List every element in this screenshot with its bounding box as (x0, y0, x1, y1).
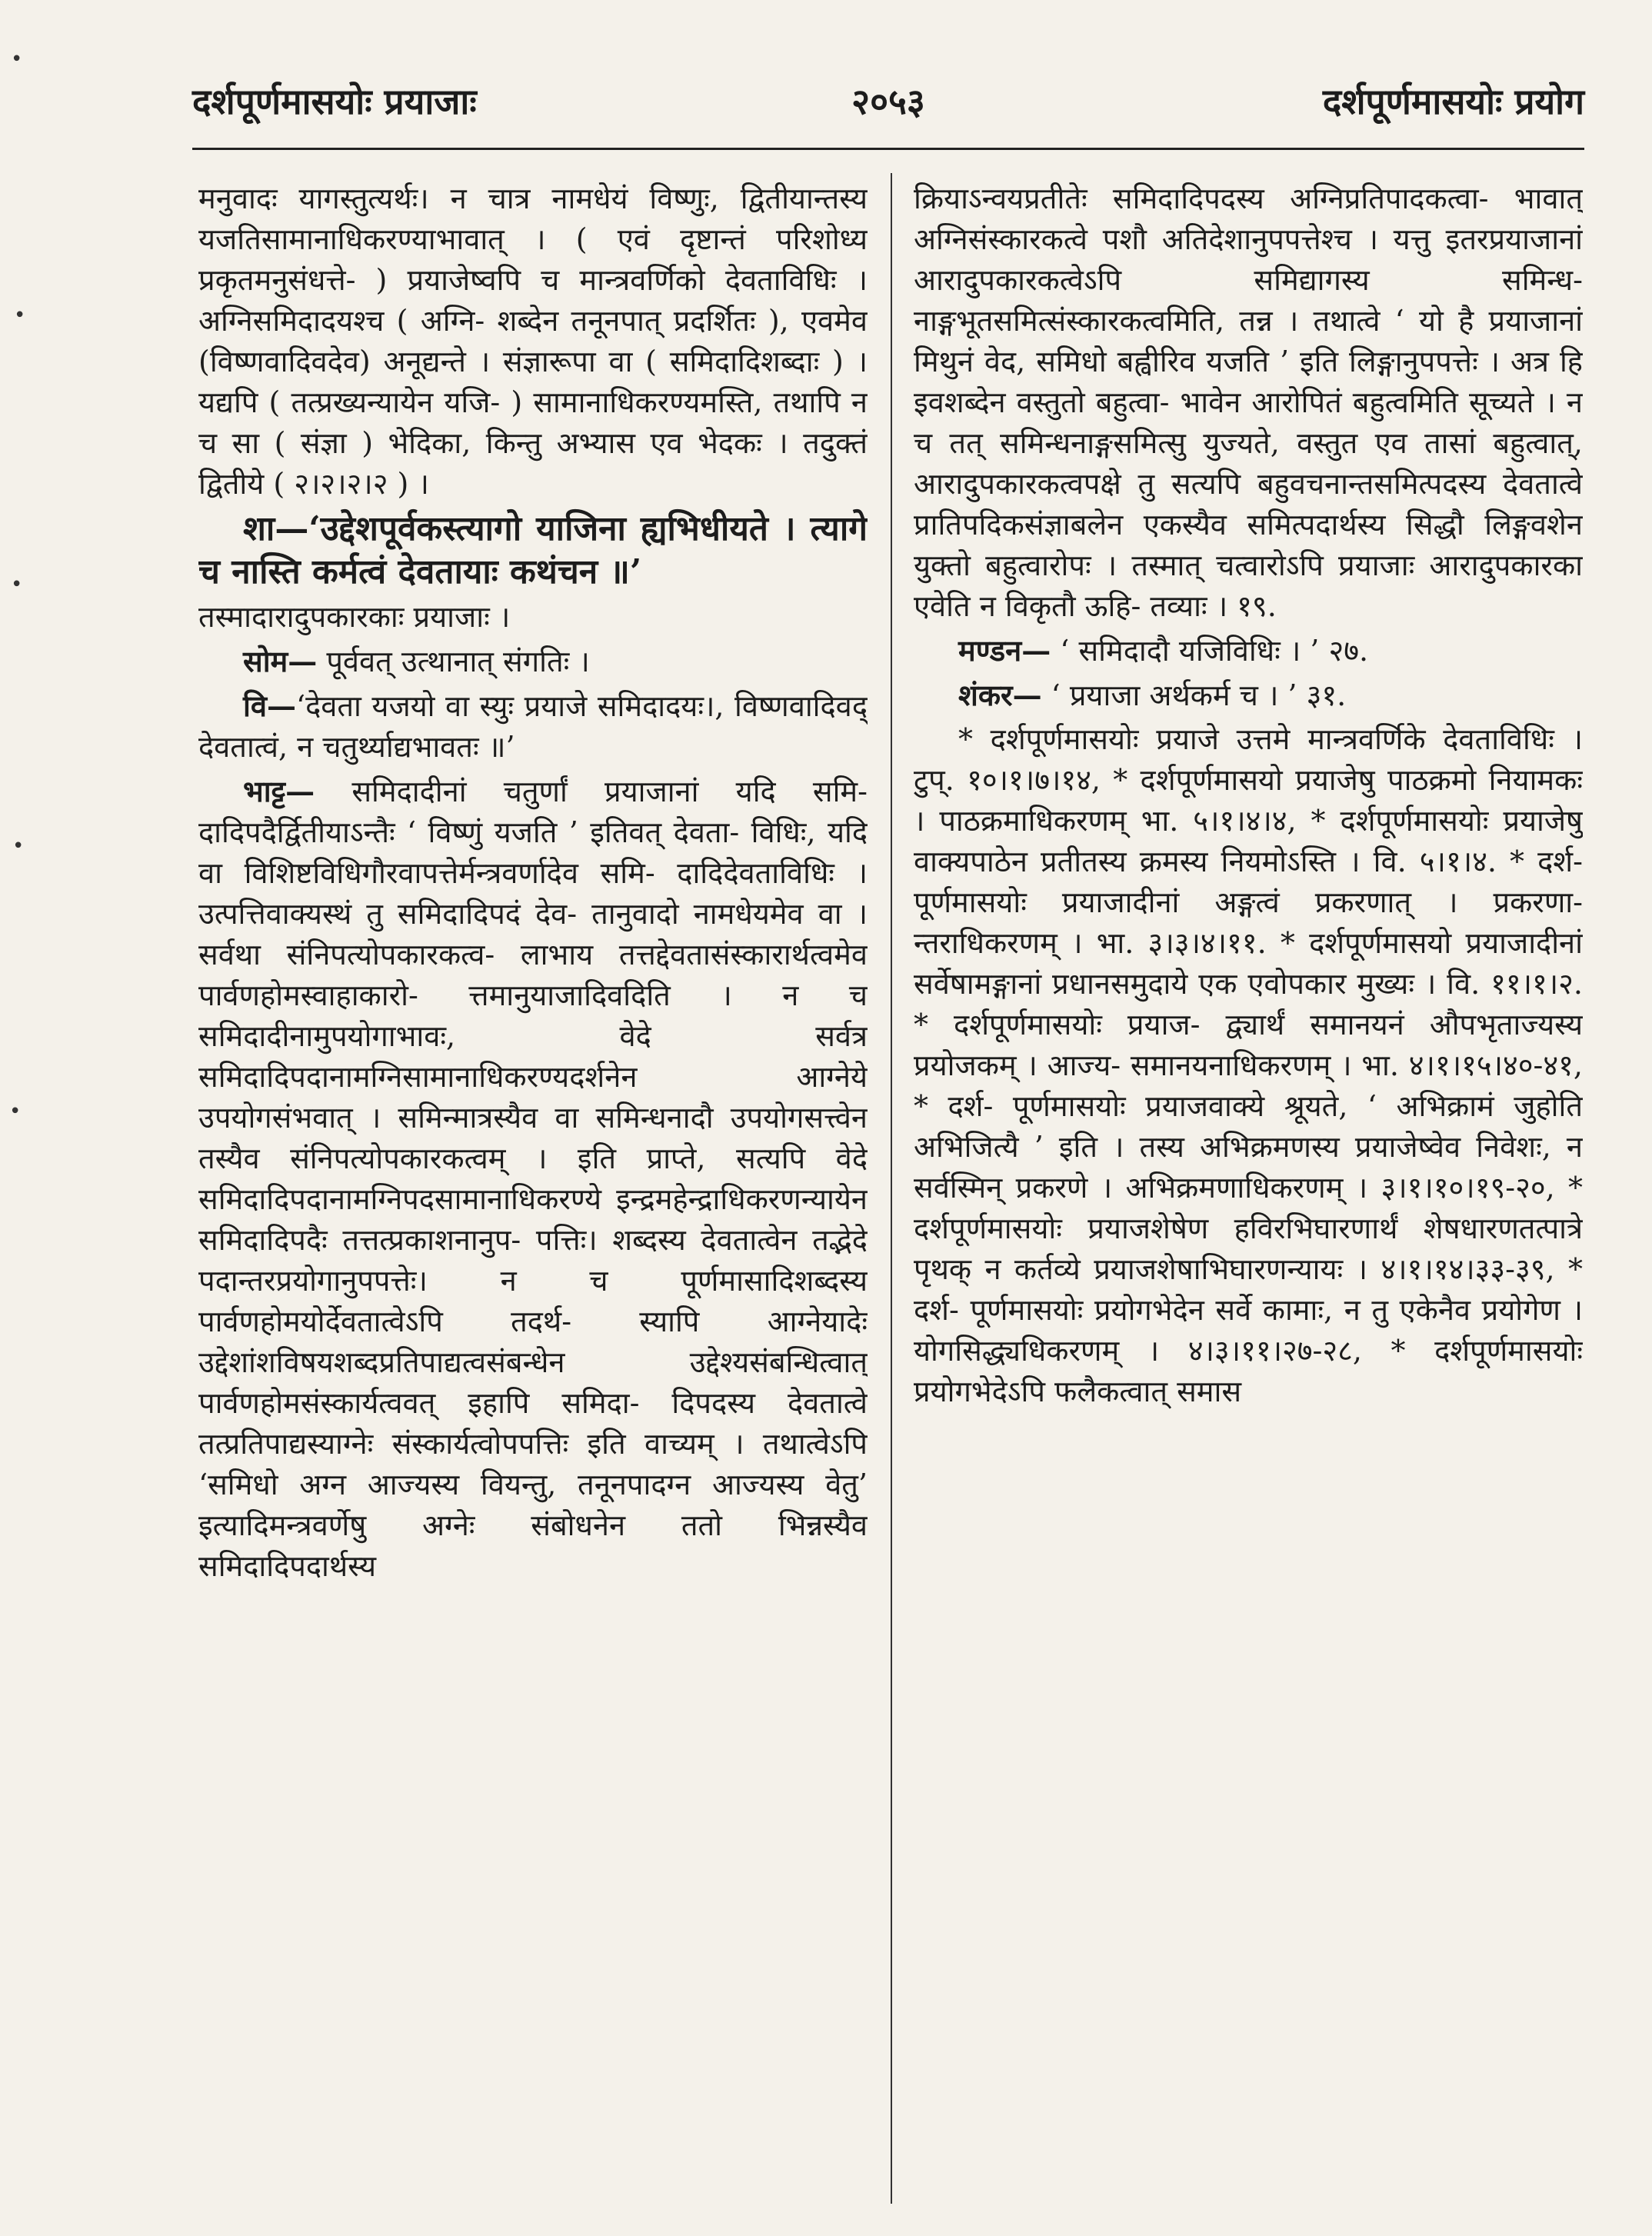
soma-paragraph (198, 641, 868, 682)
margin-dot: • (11, 573, 23, 596)
column-divider (891, 173, 892, 2204)
bhatta-text: समिदादीनां चतुर्णां प्रयाजानां यदि समि- दादिपदैर्द्वितीयाऽन्तैः ‘ विष्णुं यजति ’ इतिवत् देवता- विधिः, यदि वा विशिष्टविधिगौरवापत्तेर्मन्त्रवर्णादेव समि- दादिदेवताविधिः । उत्पत्तिवाक्यस्थं तु समिदादिपदं देव- तानुवादो नामधेयमेव वा । सर्वथा संनिपत्योपकारकत्व- लाभाय तत्तद्देवतासंस्कारार्थत्वमेव पार्वणहोमस्वाहाकारो- त्तमानुयाजादिवदिति । न च समिदादीनामुपयोगाभावः, वेदे सर्वत्र समिदादिपदानामग्निसामानाधिकरण्यदर्शनेन आग्नेये उपयोगसंभवात् । समिन्मात्रस्यैव वा समिन्धनादौ उपयोगसत्त्वेन तस्यैव संनिपत्योपकारकत्वम् । इति प्राप्ते, सत्यपि वेदे समिदादिपदानामग्निपदसामानाधिकरण्ये इन्द्रमहेन्द्राधिकरणन्यायेन समिदादिपदैः तत्तत्प्रकाशनानुप- पत्तिः। शब्दस्य देवतात्वेन तद्भेदे पदान्तरप्रयोगानुपपत्तेः। न च पूर्णमासादिशब्दस्य पार्वणहोमयोर्देवतात्वेऽपि तदर्थ- स्यापि आग्नेयादेः उद्देशांशविषयशब्दप्रतिपाद्यत्वसंबन्धेन उद्देश्यसंबन्धित्वात् पार्वणहोमसंस्कार्यत्ववत् इहापि समिदा- दिपदस्य देवतात्वे तत्प्रतिपाद्यस्याग्नेः संस्कार्यत्वोपपत्तिः इति वाच्यम् । तथात्वेऽपि ‘समिधो अग्न आज्यस्य वियन्तु, तनूनपादग्न आज्यस्य वेतु’ इत्यादिमन्त्रवर्णेषु अग्नेः संबोधनेन ततो भिन्नस्यैव समिदादिपदार्थस्य (198, 775, 868, 1583)
right-column (914, 178, 1583, 2194)
shankara-label: शंकर— (958, 678, 1042, 712)
margin-dot: • (9, 1100, 22, 1123)
soma-text: पूर्ववत् उत्थानात् संगतिः । (317, 645, 590, 678)
header-left-title: दर्शपूर्णमासयोः प्रयाजाः (192, 81, 477, 122)
running-header (192, 77, 1584, 138)
vi-text: ‘देवता यजयो वा स्युः प्रयाजे समिदादयः।, विष्णवादिवद् देवतात्वं, न चतुर्थ्याद्यभावतः ॥’ (198, 689, 868, 764)
header-rule (192, 148, 1584, 150)
bhatta-label: भाट्ट— (243, 774, 315, 808)
sha-verse: ‘उद्देशपूर्वकस्त्यागो याजिना ह्यभिधीयते । त्यागे च नास्ति कर्मत्वं देवतायाः कथंचन ॥’ (198, 509, 868, 591)
margin-dot: • (14, 304, 26, 327)
vi-label: वि— (243, 688, 296, 723)
margin-dot: • (11, 48, 23, 71)
header-right-title: दर्शपूर्णमासयोः प्रयोग (1322, 81, 1584, 122)
sha-label: शा— (243, 509, 309, 548)
mandana-text: ‘ समिदादौ यजिविधिः । ’ २७. (1051, 634, 1369, 668)
shankara-text: ‘ प्रयाजा अर्थकर्म च । ’ ३१. (1041, 678, 1347, 712)
page-number: २०५३ (851, 81, 925, 122)
right-paragraph-continued: क्रियाऽन्वयप्रतीतेः समिदादिपदस्य अग्निप्रतिपादकत्वा- भावात् अग्निसंस्कारकत्वे पशौ अतिदेशानुपपत्तेश्च । यत्तु इतरप्रयाजानां आरादुपकारकत्वेऽपि समिद्यागस्य समिन्ध- नाङ्गभूतसमित्संस्कारकत्वमिति, तन्न । तथात्वे ‘ यो है प्रयाजानां मिथुनं वेद, समिधो बह्वीरिव यजति ’ इति लिङ्गानुपपत्तेः । अत्र हि इवशब्देन वस्तुतो बहुत्वा- भावेन आरोपितं बहुत्वमिति सूच्यते । न च तत् समिन्धनाङ्गसमित्सु युज्यते, वस्तुत एव तासां बहुत्वात्, आरादुपकारकत्वपक्षे तु सत्यपि बहुवचनान्तसमित्पदस्य देवतात्वे प्रातिपदिकसंज्ञाबलेन एकस्यैव समित्पदार्थस्य सिद्धौ लिङ्गवशेन युक्तो बहुत्वारोपः । तस्मात् चत्वारोऽपि प्रयाजाः आरादुपकारका एवेति न विकृतौ ऊहि- तव्याः । १९. (914, 182, 1583, 623)
left-paragraph-intro: मनुवादः यागस्तुत्यर्थः। न चात्र नामधेयं विष्णुः, द्वितीयान्तस्य यजतिसामानाधिकरण्याभावात् । ( एवं दृष्टान्तं परिशोध्य प्रकृतमनुसंधत्ते- ) प्रयाजेष्वपि च मान्त्रवर्णिको देवताविधिः । अग्निसमिदादयश्च ( अग्नि- शब्देन तनूनपात् प्रदर्शितः ), एवमेव (विष्णवादिवदेव) अनूद्यन्ते । संज्ञारूपा वा ( समिदादिशब्दाः ) । यद्यपि ( तत्प्रख्यन्यायेन यजि- ) सामानाधिकरण्यमस्ति, तथापि न च सा ( संज्ञा ) भेदिका, किन्तु अभ्यास एव भेदकः । तदुक्तं द्वितीये ( २।२।२।२ ) । (198, 182, 868, 501)
shankara-paragraph (914, 675, 1583, 716)
sha-conclusion: तस्मादारादुपकारकाः प्रयाजाः । (198, 600, 511, 634)
sha-verse-paragraph (198, 508, 868, 594)
mandana-label: मण्डन— (958, 633, 1051, 668)
vi-paragraph (198, 685, 868, 768)
index-references: * दर्शपूर्णमासयोः प्रयाजे उत्तमे मान्त्रवर्णिके देवताविधिः । टुप्. १०।१।७।१४, * दर्शपूर्णमासयो प्रयाजेषु पाठक्रमो नियामकः । पाठक्रमाधिकरणम् भा. ५।१।४।४, * दर्शपूर्णमासयोः प्रयाजेषु वाक्यपाठेन प्रतीतस्य क्रमस्य नियमोऽस्ति । वि. ५।१।४. * दर्श- पूर्णमासयोः प्रयाजादीनां अङ्गत्वं प्रकरणात् । प्रकरणा- न्तराधिकरणम् । भा. ३।३।४।११. * दर्शपूर्णमासयो प्रयाजादीनां सर्वेषामङ्गानां प्रधानसमुदाये एक एवोपकार मुख्यः । वि. ११।१।२. * दर्शपूर्णमासयोः प्रयाज- द्व्यार्थं समानयनं औपभृताज्यस्य प्रयोजकम् । आज्य- समानयनाधिकरणम् । भा. ४।१।१५।४०-४१, * दर्श- पूर्णमासयोः प्रयाजवाक्ये श्रूयते, ‘ अभिक्रामं जुहोति अभिजित्यै ’ इति । तस्य अभिक्रमणस्य प्रयाजेष्वेव निवेशः, न सर्वस्मिन् प्रकरणे । अभिक्रमणाधिकरणम् । ३।१।१०।१९-२०, * दर्शपूर्णमासयोः प्रयाजशेषेण हविरभिघारणार्थं शेषधारणतत्पात्रे पृथक् न कर्तव्ये प्रयाजशेषाभिघारणन्यायः । ४।१।१४।३३-३९, * दर्श- पूर्णमासयोः प्रयोगभेदेन सर्वे कामाः, न तु एकेनैव प्रयोगेण । योगसिद्ध्यधिकरणम् । ४।३।११।२७-२८, * दर्शपूर्णमासयोः प्रयोगभेदेऽपि फलैकत्वात् समास (914, 722, 1583, 1408)
left-column (198, 178, 868, 2194)
mandana-paragraph (914, 630, 1583, 671)
soma-label: सोम— (243, 644, 318, 678)
bhatta-paragraph (198, 771, 868, 1587)
margin-dot: • (12, 835, 25, 858)
